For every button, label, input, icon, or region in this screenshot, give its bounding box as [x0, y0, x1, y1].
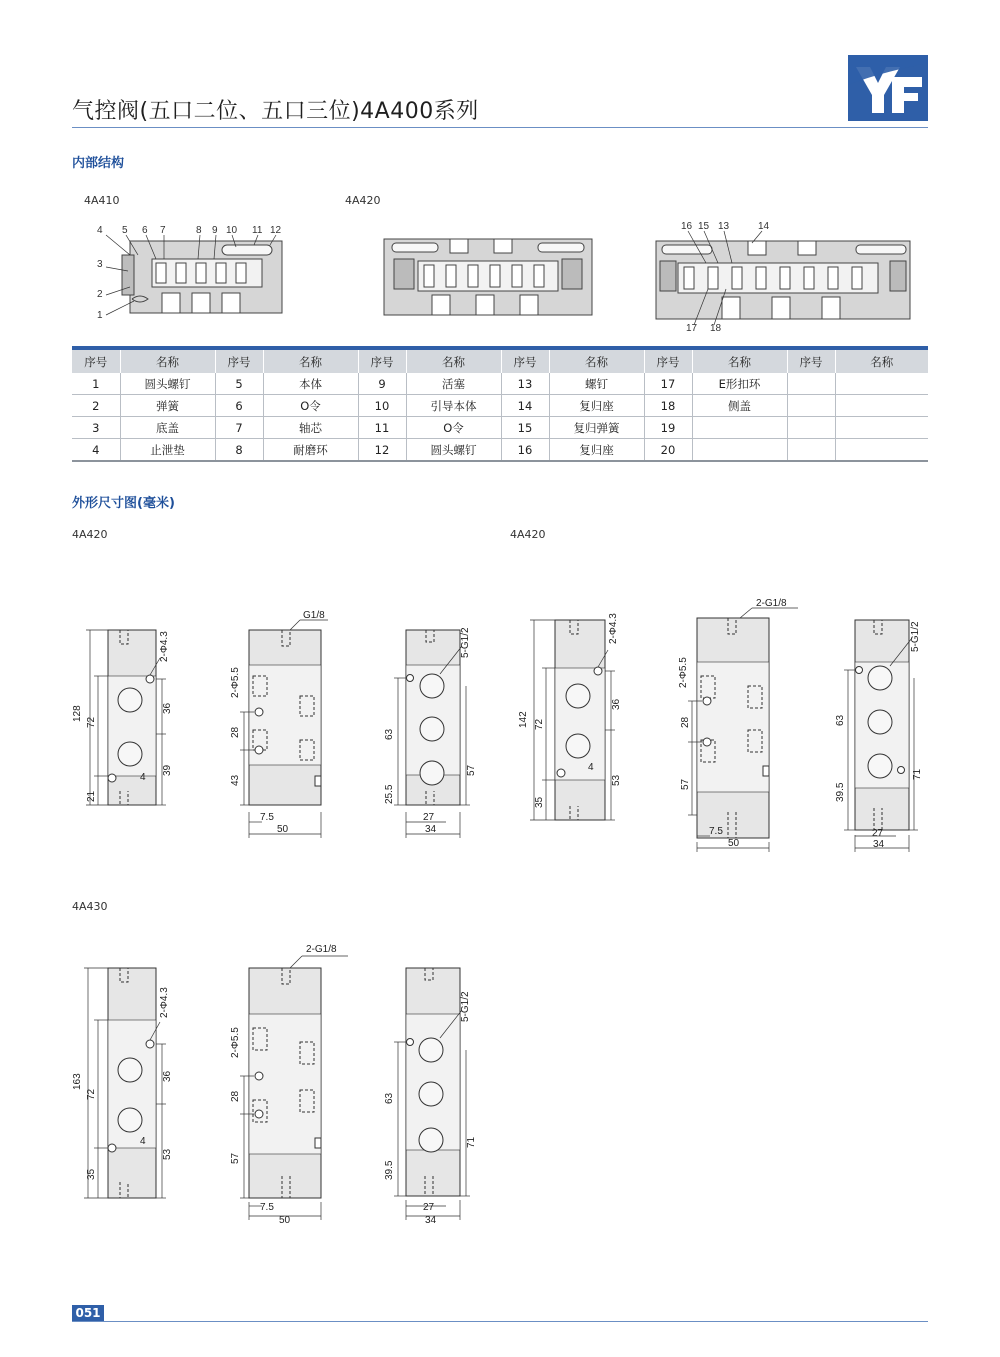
- dim-34: 34: [425, 1215, 437, 1226]
- part-name-cell: 弹簧: [120, 395, 215, 417]
- part-name-cell: [835, 439, 928, 462]
- dim-50: 50: [277, 824, 289, 835]
- dim-75: 7.5: [260, 812, 274, 823]
- callout-16: 16: [681, 221, 693, 232]
- part-number-cell: 9: [358, 373, 406, 395]
- table-row: [72, 373, 928, 395]
- dim-36: 36: [611, 698, 622, 710]
- part-number-cell: 1: [72, 373, 120, 395]
- dim-128: 128: [72, 705, 83, 722]
- part-name-cell: [692, 417, 787, 439]
- callout-11: 11: [252, 225, 263, 236]
- part-number-cell: 20: [644, 439, 692, 462]
- dim-35: 35: [534, 796, 545, 808]
- drawing-port-view-1: [384, 627, 477, 838]
- label-4a420-internal: 4A420: [345, 194, 381, 207]
- header-name: 名称: [263, 348, 358, 373]
- dim-27: 27: [423, 1202, 435, 1213]
- header-rule: [72, 127, 928, 128]
- part-number-cell: 19: [644, 417, 692, 439]
- label-4a410: 4A410: [84, 194, 120, 207]
- parts-table: [72, 346, 928, 462]
- part-name-cell: 活塞: [406, 373, 501, 395]
- dimension-drawings: [0, 580, 1000, 1300]
- header-name: 名称: [406, 348, 501, 373]
- part-number-cell: 15: [501, 417, 549, 439]
- callout-12: 12: [270, 225, 282, 236]
- callout-18: 18: [710, 323, 722, 334]
- table-row: [72, 439, 928, 462]
- dim-21: 21: [86, 790, 97, 802]
- part-name-cell: 底盖: [120, 417, 215, 439]
- part-number-cell: [787, 395, 835, 417]
- label-g18x2: 2-G1/8: [306, 944, 337, 955]
- dim-4: 4: [588, 762, 594, 773]
- dim-36: 36: [162, 1070, 173, 1082]
- label-4a420-left: 4A420: [72, 528, 108, 541]
- dim-75: 7.5: [709, 826, 723, 837]
- header-no: 序号: [787, 348, 835, 373]
- header-name: 名称: [549, 348, 644, 373]
- dim-72: 72: [86, 716, 97, 728]
- drawing-side-view-3: [230, 944, 348, 1226]
- dim-63: 63: [384, 1092, 395, 1104]
- drawing-side-view-1: [230, 610, 328, 838]
- section-dimensions-title: 外形尺寸图(毫米): [72, 496, 175, 511]
- dim-27: 27: [872, 828, 884, 839]
- part-name-cell: O令: [263, 395, 358, 417]
- dim-57: 57: [230, 1152, 241, 1164]
- part-name-cell: [835, 395, 928, 417]
- section-drawing-4a430: [656, 241, 910, 319]
- label-g12: 5-G1/2: [460, 991, 471, 1022]
- part-number-cell: 4: [72, 439, 120, 462]
- part-name-cell: 本体: [263, 373, 358, 395]
- part-number-cell: 3: [72, 417, 120, 439]
- dim-75: 7.5: [260, 1202, 274, 1213]
- dim-43: 43: [230, 774, 241, 786]
- parts-table-body: [72, 373, 928, 461]
- dim-63: 63: [835, 714, 846, 726]
- part-name-cell: 耐磨环: [263, 439, 358, 462]
- header-no: 序号: [72, 348, 120, 373]
- dim-71: 71: [466, 1136, 477, 1148]
- part-number-cell: 18: [644, 395, 692, 417]
- part-number-cell: 5: [215, 373, 263, 395]
- callout-2: 2: [97, 289, 103, 300]
- dim-35: 35: [86, 1168, 97, 1180]
- callout-14: 14: [758, 221, 770, 232]
- drawing-front-view-2: [518, 613, 622, 820]
- dim-39: 39: [162, 764, 173, 776]
- callout-3: 3: [97, 259, 103, 270]
- dim-28: 28: [230, 726, 241, 738]
- table-row: [72, 395, 928, 417]
- drawing-front-view-1: [72, 630, 173, 805]
- header-name: 名称: [692, 348, 787, 373]
- callout-10: 10: [226, 225, 238, 236]
- dim-36: 36: [162, 702, 173, 714]
- label-phi-43: 2-Φ4.3: [608, 613, 619, 644]
- part-name-cell: O令: [406, 417, 501, 439]
- part-number-cell: 11: [358, 417, 406, 439]
- section-drawing-4a420: [384, 239, 592, 315]
- callout-1: 1: [97, 310, 103, 321]
- dim-53: 53: [162, 1148, 173, 1160]
- part-name-cell: 圆头螺钉: [406, 439, 501, 462]
- part-number-cell: 10: [358, 395, 406, 417]
- parts-table-header: [72, 348, 928, 373]
- dim-57: 57: [466, 764, 477, 776]
- callout-8: 8: [196, 225, 202, 236]
- label-g18x2: 2-G1/8: [756, 598, 787, 609]
- footer-rule: [72, 1321, 928, 1322]
- part-name-cell: [835, 373, 928, 395]
- part-number-cell: [787, 439, 835, 462]
- part-name-cell: E形扣环: [692, 373, 787, 395]
- callout-9: 9: [212, 225, 218, 236]
- dim-395: 39.5: [384, 1160, 395, 1180]
- drawing-port-view-3: [384, 968, 477, 1226]
- part-name-cell: 引导本体: [406, 395, 501, 417]
- label-phi-55: 2-Φ5.5: [230, 667, 241, 698]
- dim-53: 53: [611, 774, 622, 786]
- header-no: 序号: [644, 348, 692, 373]
- callout-15: 15: [698, 221, 710, 232]
- section-internal-title: 内部结构: [72, 156, 125, 171]
- internal-structure-drawings: [72, 215, 932, 340]
- label-4a420-right: 4A420: [510, 528, 546, 541]
- label-4a430: 4A430: [72, 900, 108, 913]
- dim-50: 50: [728, 838, 740, 849]
- dim-63: 63: [384, 728, 395, 740]
- part-number-cell: [787, 373, 835, 395]
- part-name-cell: 复归弹簧: [549, 417, 644, 439]
- label-phi-43: 2-Φ4.3: [159, 631, 170, 662]
- callout-6: 6: [142, 225, 148, 236]
- label-phi-55: 2-Φ5.5: [678, 657, 689, 688]
- part-name-cell: 轴芯: [263, 417, 358, 439]
- part-name-cell: [692, 439, 787, 462]
- dim-28: 28: [680, 716, 691, 728]
- dim-72: 72: [86, 1088, 97, 1100]
- header-no: 序号: [358, 348, 406, 373]
- header-name: 名称: [835, 348, 928, 373]
- label-g12: 5-G1/2: [910, 621, 921, 652]
- callout-13: 13: [718, 221, 730, 232]
- brand-logo: [848, 55, 928, 121]
- dim-50: 50: [279, 1215, 291, 1226]
- label-g18: G1/8: [303, 610, 325, 621]
- part-number-cell: 2: [72, 395, 120, 417]
- dim-57: 57: [680, 778, 691, 790]
- dim-27: 27: [423, 812, 435, 823]
- dim-163: 163: [72, 1073, 83, 1090]
- callout-7: 7: [160, 225, 166, 236]
- part-name-cell: 侧盖: [692, 395, 787, 417]
- part-number-cell: 14: [501, 395, 549, 417]
- part-number-cell: 13: [501, 373, 549, 395]
- header-no: 序号: [215, 348, 263, 373]
- dim-4: 4: [140, 772, 146, 783]
- part-number-cell: 6: [215, 395, 263, 417]
- label-g12: 5-G1/2: [460, 627, 471, 658]
- part-name-cell: 止泄垫: [120, 439, 215, 462]
- dim-255: 25.5: [384, 784, 395, 804]
- label-phi-43: 2-Φ4.3: [159, 987, 170, 1018]
- part-number-cell: [787, 417, 835, 439]
- part-number-cell: 17: [644, 373, 692, 395]
- callout-5: 5: [122, 225, 128, 236]
- part-name-cell: 螺钉: [549, 373, 644, 395]
- part-name-cell: [835, 417, 928, 439]
- part-name-cell: 复归座: [549, 439, 644, 462]
- drawing-front-view-3: [72, 968, 173, 1198]
- part-number-cell: 7: [215, 417, 263, 439]
- dim-34: 34: [873, 839, 885, 850]
- drawing-side-view-2: [678, 598, 798, 852]
- page-number: 051: [72, 1305, 104, 1321]
- section-drawing-4a410: [122, 241, 282, 313]
- label-phi-55: 2-Φ5.5: [230, 1027, 241, 1058]
- dim-72: 72: [534, 718, 545, 730]
- part-number-cell: 12: [358, 439, 406, 462]
- page-title: 气控阀(五口二位、五口三位)4A400系列: [72, 99, 479, 124]
- dim-34: 34: [425, 824, 437, 835]
- callout-4: 4: [97, 225, 103, 236]
- part-number-cell: 8: [215, 439, 263, 462]
- table-row: [72, 417, 928, 439]
- part-number-cell: 16: [501, 439, 549, 462]
- part-name-cell: 复归座: [549, 395, 644, 417]
- header-name: 名称: [120, 348, 215, 373]
- callout-17: 17: [686, 323, 698, 334]
- header-no: 序号: [501, 348, 549, 373]
- dim-28: 28: [230, 1090, 241, 1102]
- drawing-port-view-2: [835, 620, 923, 852]
- dim-395: 39.5: [835, 782, 846, 802]
- part-name-cell: 圆头螺钉: [120, 373, 215, 395]
- dim-142: 142: [518, 711, 529, 728]
- dim-4: 4: [140, 1136, 146, 1147]
- dim-71: 71: [912, 768, 923, 780]
